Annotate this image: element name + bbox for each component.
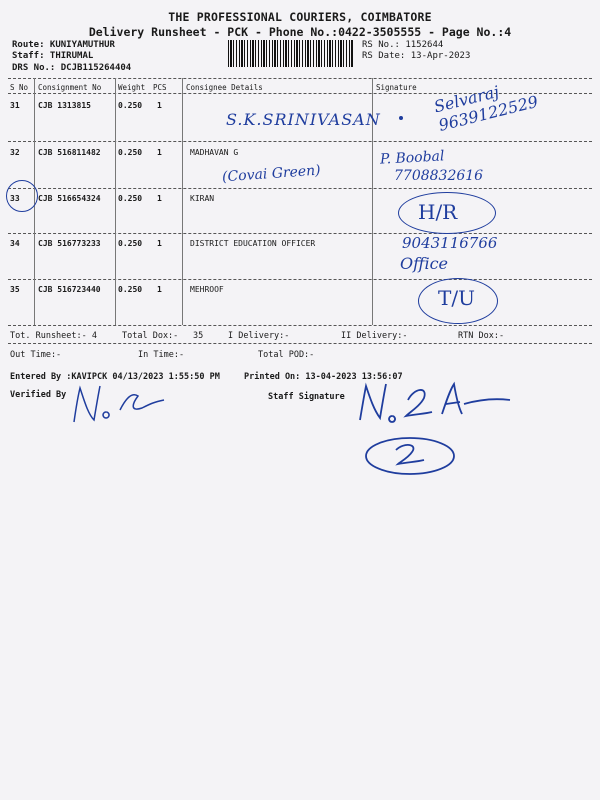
- in-time: In Time:-: [138, 350, 185, 360]
- handwritten-consignee: S.K.SRINIVASAN: [226, 110, 381, 129]
- row-weight: 0.250: [118, 148, 143, 157]
- total-dox-label: Total Dox:-: [122, 331, 179, 341]
- row-consignment-no: CJB 516723440: [38, 285, 101, 294]
- row-pcs: 1: [157, 239, 162, 248]
- header-pcs: PCS: [153, 83, 167, 92]
- row-weight: 0.250: [118, 101, 143, 110]
- out-time: Out Time:-: [10, 350, 62, 360]
- pen-dot: [399, 116, 403, 120]
- row-sno: 34: [10, 239, 20, 248]
- header-sno: S No: [10, 83, 29, 92]
- rs-date: RS Date: 13-Apr-2023: [362, 51, 471, 61]
- staff: Staff: THIRUMAL: [12, 51, 94, 61]
- handwritten-signature: Office: [400, 254, 448, 273]
- total-dox-value: 35: [193, 331, 204, 341]
- row-consignment-no: CJB 1313815: [38, 101, 91, 110]
- row-weight: 0.250: [118, 285, 143, 294]
- entered-by: Entered By :KAVIPCK 04/13/2023 1:55:50 PM: [10, 372, 220, 382]
- row-divider: [8, 279, 592, 280]
- row-divider: [8, 188, 592, 189]
- verified-by: Verified By: [10, 390, 67, 400]
- i-delivery: I Delivery:-: [228, 331, 290, 341]
- table-bottom-rule: [8, 325, 592, 326]
- row-consignee: KIRAN: [190, 194, 215, 203]
- column-divider: [182, 78, 183, 325]
- footer-rule: [8, 343, 592, 344]
- row-sno: 32: [10, 148, 20, 157]
- header-weight: Weight: [118, 83, 146, 92]
- row-sno: 31: [10, 101, 20, 110]
- row-pcs: 1: [157, 285, 162, 294]
- header-consignee-details: Consignee Details: [186, 83, 263, 92]
- row-consignment-no: CJB 516654324: [38, 194, 101, 203]
- printed-on: Printed On: 13-04-2023 13:56:07: [244, 372, 403, 382]
- handwritten-consignee: (Covai Green): [221, 162, 322, 186]
- runsheet-title: Delivery Runsheet - PCK - Phone No.:0422-3505555 - Page No.:4: [88, 25, 512, 39]
- row-sno: 35: [10, 285, 20, 294]
- row-consignee: MEHROOF: [190, 285, 224, 294]
- row-consignee: MADHAVAN G: [190, 148, 239, 157]
- rtn-dox: RTN Dox:-: [458, 331, 505, 341]
- total-runsheet: Tot. Runsheet:- 4: [10, 331, 97, 341]
- route: Route: KUNIYAMUTHUR: [12, 40, 115, 50]
- row-pcs: 1: [157, 148, 162, 157]
- handwritten-signature: T/U: [438, 286, 475, 310]
- header-consignment-no: Consignment No: [38, 83, 102, 92]
- row-consignee: DISTRICT EDUCATION OFFICER: [190, 239, 316, 248]
- ii-delivery: II Delivery:-: [341, 331, 408, 341]
- handwritten-signature-name: P. Boobal: [379, 148, 445, 168]
- row-consignment-no: CJB 516811482: [38, 148, 101, 157]
- column-divider: [115, 78, 116, 325]
- company-title: THE PROFESSIONAL COURIERS, COIMBATORE: [168, 10, 432, 24]
- rs-number: RS No.: 1152644: [362, 40, 444, 50]
- row-consignment-no: CJB 516773233: [38, 239, 101, 248]
- row-divider: [8, 141, 592, 142]
- row-weight: 0.250: [118, 194, 143, 203]
- handwritten-signature: Selvaraj 9639122529: [432, 81, 540, 135]
- drs-number: DRS No.: DCJB115264404: [12, 63, 132, 73]
- row-weight: 0.250: [118, 239, 143, 248]
- verified-signature-scribble: [60, 378, 170, 428]
- handwritten-phone: 7708832616: [394, 168, 484, 184]
- handwritten-signature: H/R: [418, 200, 458, 224]
- row-sno: 33: [10, 194, 20, 203]
- handwritten-phone: 9043116766: [402, 234, 498, 252]
- staff-signature-label: Staff Signature: [268, 392, 345, 402]
- row-divider: [8, 233, 592, 234]
- row-pcs: 1: [157, 101, 162, 110]
- staff-signature-scribble: [350, 380, 540, 480]
- header-signature: Signature: [376, 83, 417, 92]
- total-pod: Total POD:-: [258, 350, 315, 360]
- row-pcs: 1: [157, 194, 162, 203]
- barcode: [228, 40, 354, 67]
